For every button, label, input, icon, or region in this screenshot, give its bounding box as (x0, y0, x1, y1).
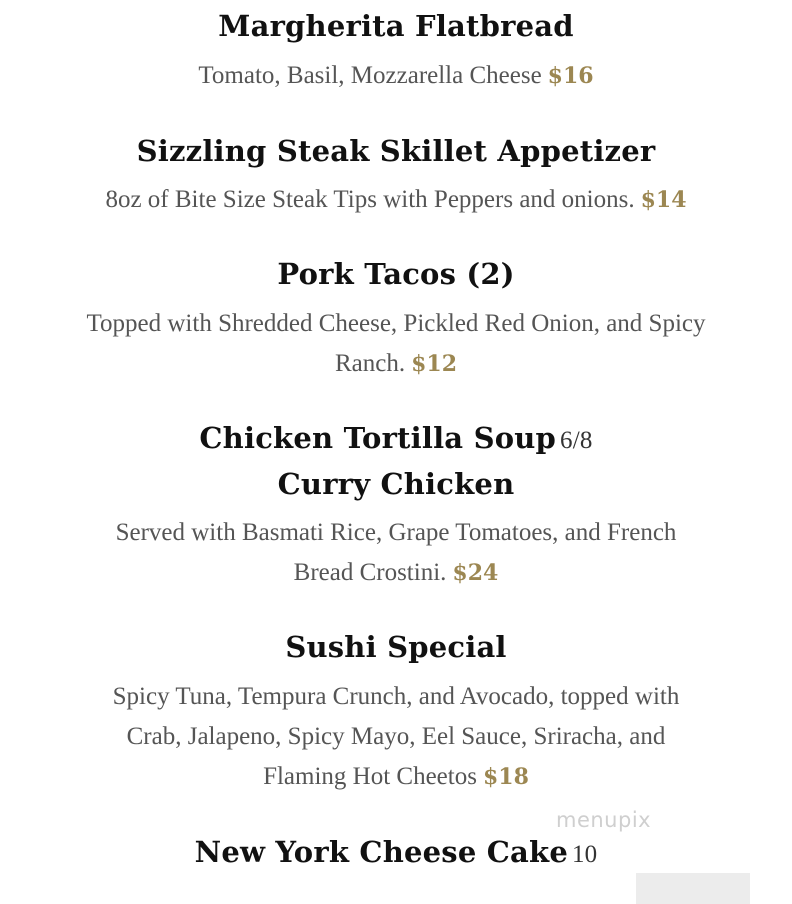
item-title-text: Chicken Tortilla Soup (199, 421, 557, 455)
item-description-pork-tacos (40, 304, 752, 384)
item-description-line: Topped with Shredded Cheese, Pickled Red Onion, and Spicy (86, 310, 706, 337)
item-title-curry-chicken (0, 466, 792, 502)
item-title-text: Margherita Flatbread (218, 9, 574, 43)
item-description-text: Ranch. (334, 350, 406, 377)
item-description-sushi-special (40, 677, 752, 797)
item-price: $24 (452, 560, 499, 586)
item-title-text: New York Cheese Cake (194, 835, 568, 869)
item-description-line (40, 344, 752, 384)
item-title-chicken-tortilla-soup (0, 420, 792, 459)
corner-overlay-block (636, 873, 750, 904)
item-title-new-york-cheese-cake (0, 834, 792, 873)
item-description-text: Flaming Hot Cheetos (263, 763, 477, 790)
item-description-line: Spicy Tuna, Tempura Crunch, and Avocado, topped with (112, 683, 680, 710)
item-description-text: 8oz of Bite Size Steak Tips with Peppers and onions. (105, 186, 635, 213)
item-price-plain: 6/8 (560, 427, 593, 454)
item-price: $16 (547, 63, 594, 89)
menupix-watermark: menupix (556, 808, 652, 832)
item-title-text: Pork Tacos (2) (277, 257, 515, 291)
item-description-line: Served with Basmati Rice, Grape Tomatoes, and French (115, 519, 677, 546)
item-title-pork-tacos (0, 256, 792, 292)
item-description-line: Crab, Jalapeno, Spicy Mayo, Eel Sauce, Sriracha, and (126, 723, 666, 750)
item-title-margherita-flatbread (0, 8, 792, 44)
item-price: $18 (482, 764, 529, 790)
item-description-margherita-flatbread (40, 56, 752, 96)
item-price: $14 (640, 187, 687, 213)
item-title-text: Curry Chicken (277, 467, 515, 501)
item-price-plain: 10 (571, 841, 598, 868)
item-title-text: Sizzling Steak Skillet Appetizer (136, 134, 656, 168)
item-description-text: Tomato, Basil, Mozzarella Cheese (198, 62, 542, 89)
item-description-line (40, 757, 752, 797)
item-description-sizzling-steak-skillet (40, 180, 752, 220)
item-description-text: Bread Crostini. (293, 559, 447, 586)
item-price: $12 (411, 351, 458, 377)
item-description-line (40, 553, 752, 593)
item-title-sushi-special (0, 629, 792, 665)
item-title-text: Sushi Special (285, 630, 507, 664)
item-description-curry-chicken (40, 513, 752, 593)
item-title-sizzling-steak-skillet (0, 133, 792, 169)
